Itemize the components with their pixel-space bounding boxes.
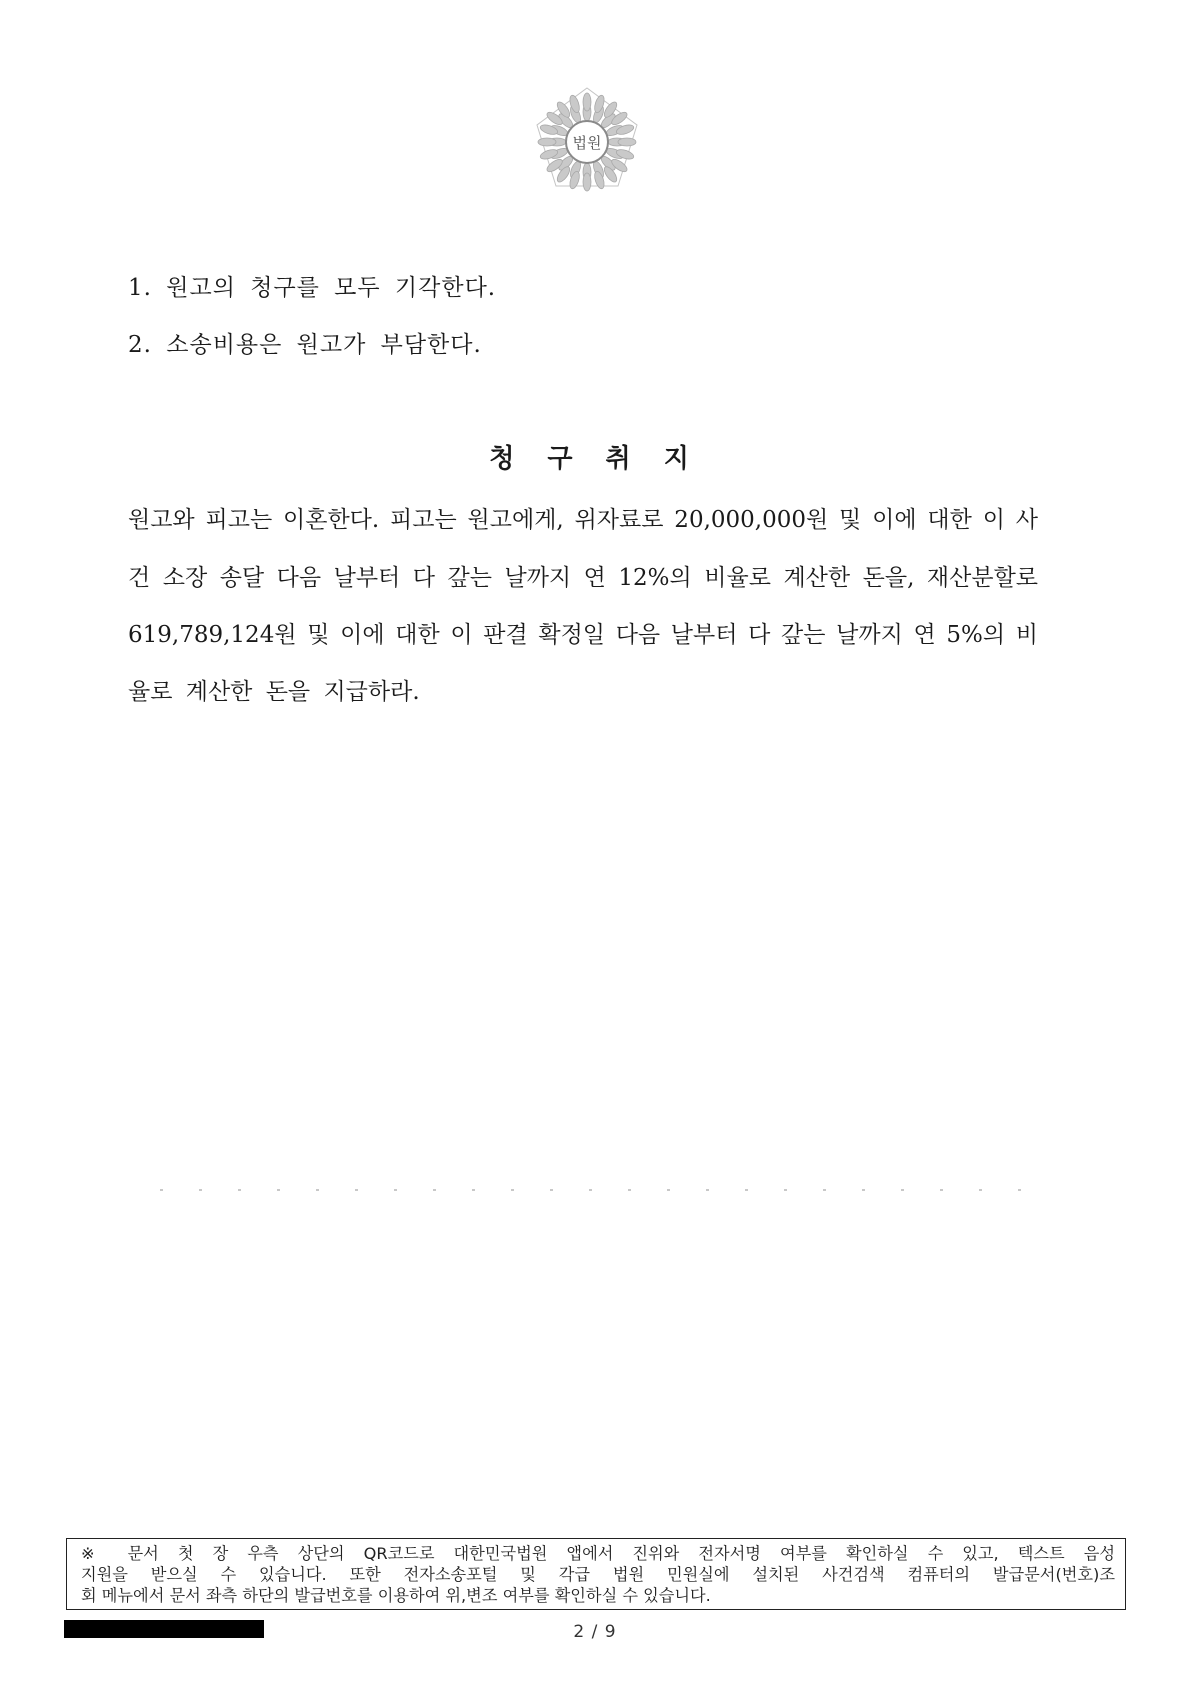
seal-petal [583,93,591,111]
seal-petal [568,170,581,190]
seal-petal [539,123,559,136]
seal-petal [615,148,635,161]
claim-line-4: 율로 계산한 돈을 지급하라. [128,679,420,705]
court-seal-icon [530,82,644,196]
scan-artifact-divider [160,1188,1040,1192]
claim-line-3: 619,789,124원 및 이에 대한 이 판결 확정일 다음 날부터 다 갚는 날까지 연 5%의 비 [128,622,1038,648]
seal-petal [618,138,636,146]
notice-line-2: 지원을 받으실 수 있습니다. 또한 전자소송포털 및 각급 법원 민원실에 설치된 사건검색 컴퓨터의 발급문서(번호)조 [81,1565,1115,1584]
seal-label: 법원 [572,134,602,152]
verification-notice [66,1538,1126,1610]
seal-petal [583,173,591,191]
seal-petal [593,170,606,190]
claim-line-1: 원고와 피고는 이혼한다. 피고는 원고에게, 위자료로 20,000,000원 및 이에 대한 이 사 [128,507,1038,533]
court-seal-graphic [530,82,644,196]
seal-petal [593,94,606,114]
notice-line-1: ※ 문서 첫 장 우측 상단의 QR코드로 대한민국법원 앱에서 진위와 전자서명 여부를 확인하실 수 있고, 텍스트 음성 [81,1544,1115,1563]
seal-petal [539,148,559,161]
seal-petal [615,123,635,136]
disposition-item-1: 1. 원고의 청구를 모두 기각한다. [128,275,497,301]
seal-petal [538,138,556,146]
claim-line-2: 건 소장 송달 다음 날부터 다 갚는 날까지 연 12%의 비율로 계산한 돈을, 재산분할로 [128,565,1038,591]
disposition-item-2: 2. 소송비용은 원고가 부담한다. [128,332,482,358]
seal-petal [568,94,581,114]
notice-line-3: 회 메뉴에서 문서 좌측 하단의 발급번호를 이용하여 위,변조 여부를 확인하실 수 있습니다. [81,1586,711,1605]
page-number: 2 / 9 [573,1622,617,1642]
claim-heading: 청 구 취 지 [489,444,701,474]
